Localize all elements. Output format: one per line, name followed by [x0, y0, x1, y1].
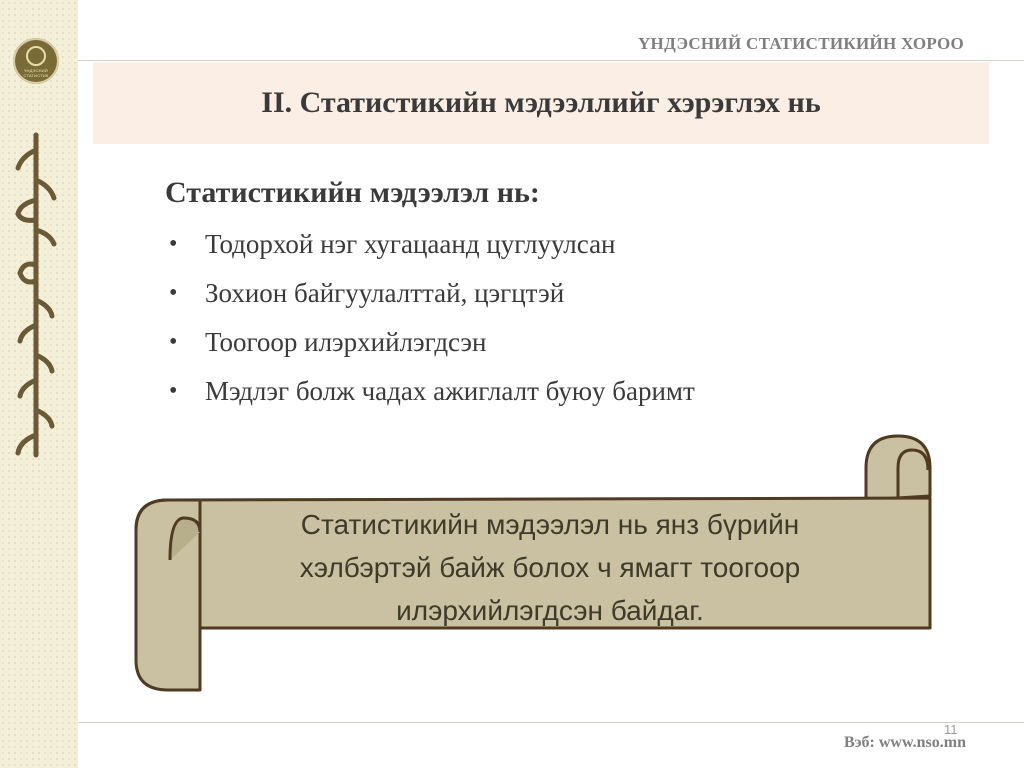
- bullet-dot-icon: •: [169, 280, 178, 306]
- bullet-dot-icon: •: [169, 231, 178, 257]
- scroll-line: илэрхийлэгдсэн байдаг.: [396, 595, 704, 626]
- organization-name: ҮНДЭСНИЙ СТАТИСТИКИЙН ХОРОО: [637, 34, 964, 53]
- scroll-line: хэлбэртэй байж болох ч ямагт тоогоор: [299, 552, 801, 583]
- scroll-text: [205, 503, 895, 632]
- bullet-dot-icon: •: [169, 378, 178, 404]
- website-link[interactable]: Вэб: www.nso.mn: [843, 734, 966, 751]
- bullet-text: Мэдлэг болж чадах ажиглалт буюу баримт: [205, 376, 695, 406]
- scroll-line: Статистикийн мэдээлэл нь янз бүрийн: [300, 509, 800, 540]
- bullet-text: Тодорхой нэг хугацаанд цуглуулсан: [205, 229, 616, 259]
- footer-divider: [78, 722, 1024, 723]
- bullet-dot-icon: •: [169, 329, 178, 355]
- slide-title: II. Статистикийн мэдээллийг хэрэглэх нь: [261, 86, 821, 119]
- content-subtitle: Статистикийн мэдээлэл нь:: [165, 176, 540, 209]
- bullet-text: Зохион байгуулалттай, цэгцтэй: [205, 278, 565, 308]
- page-number: 11: [944, 722, 958, 737]
- bullet-text: Тоогоор илэрхийлэгдсэн: [205, 327, 487, 357]
- logo-caption: ҮНДЭСНИЙ СТАТИСТИК: [23, 68, 49, 78]
